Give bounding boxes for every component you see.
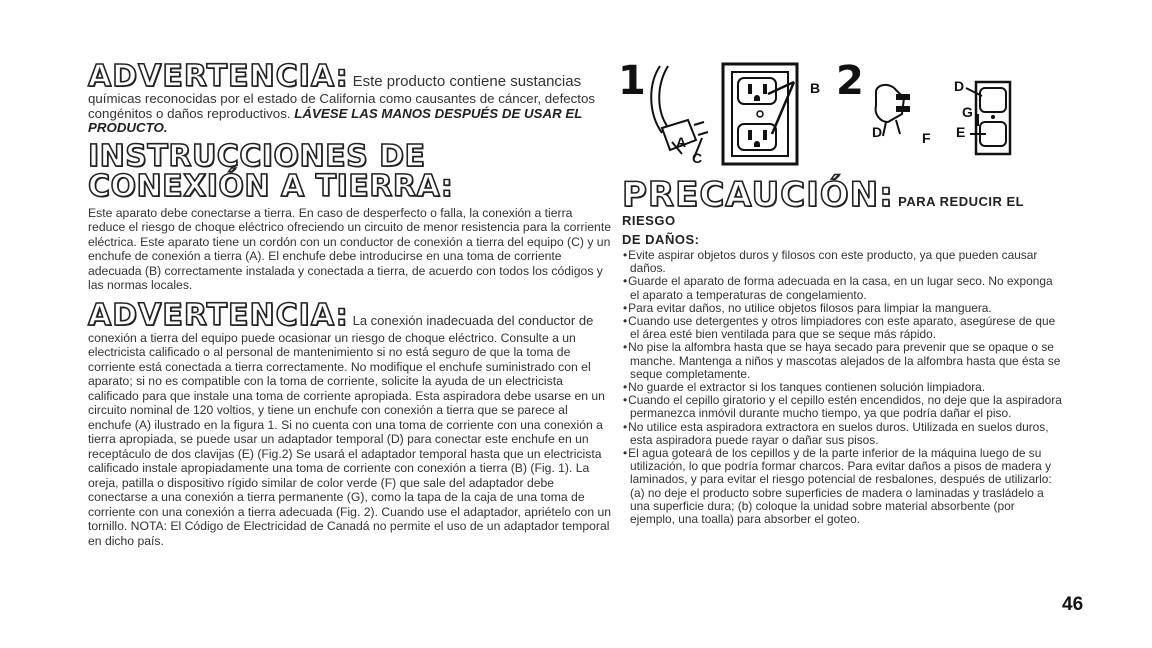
wash-hands-notice: LÁVESE LAS MANOS DESPUÉS DE USAR EL PRODUCTO.	[88, 105, 583, 136]
caution-list	[622, 249, 1062, 526]
caution-subtitle-1: PARA REDUCIR EL RIESGO	[622, 194, 1024, 228]
figure-2-label-g: G	[962, 104, 973, 120]
figure-2-label-e: E	[956, 124, 966, 140]
list-item: • Evite aspirar objetos duros y filosos con este producto, ya que pueden causar daños.	[622, 249, 1062, 275]
list-item: • Para evitar daños, no utilice objetos filosos para limpiar la manguera.	[622, 302, 1062, 315]
warning-heading: ADVERTENCIA:	[88, 59, 349, 94]
right-column	[618, 58, 1062, 527]
warning-body	[88, 92, 613, 136]
list-item: • No guarde el extractor si los tanques contienen solución limpiadora.	[622, 381, 1062, 394]
figure-2-label-d-top: D	[954, 78, 965, 94]
warning-heading-2: ADVERTENCIA:	[88, 297, 349, 333]
left-column	[88, 58, 613, 548]
warning-grounding-block	[88, 297, 613, 549]
list-item: • Guarde el aparato de forma adecuada en la casa, en un lugar seco. No exponga el aparato a temperaturas de congelamiento.	[622, 275, 1062, 301]
figure-1-outlet-illustration	[642, 58, 812, 174]
figure-1-number: 1	[618, 58, 646, 104]
grounding-body: Este aparato debe conectarse a tierra. En caso de desperfecto o falla, la conexión a tierra reduce el riesgo de choque eléctrico ofreciendo un circuito de menor resistencia para la corriente eléctrica. Este aparato tiene un cordón con un conductor de conexión a tierra del equipo (C) y un enchufe de conexión a tierra (A). El enchufe debe introducirse en una toma de corriente adecuada (B) correctamente instalada y conectada a tierra, de acuerdo con todos los códigos y las normas locales.	[88, 205, 611, 293]
list-item: • No utilice esta aspiradora extractora en suelos duros. Utilizada en suelos duros, esta aspiradora puede rayar o dañar sus pisos.	[622, 421, 1062, 447]
caution-subtitle-2: DE DAÑOS:	[622, 232, 700, 247]
figure-2-number: 2	[836, 58, 864, 104]
grounding-heading: INSTRUCCIONES DE CONEXIÓN A TIERRA:	[88, 138, 454, 204]
figure-1-label-c: C	[692, 150, 703, 166]
figure-2-adapter-illustration	[866, 78, 1016, 158]
list-item: • Cuando el cepillo giratorio y el cepillo estén encendidos, no deje que la aspiradora permanezca inmóvil durante mucho tiempo, ya que podría dañar el piso.	[622, 394, 1062, 420]
list-item: • No pise la alfombra hasta que se haya secado para prevenir que se opaque o se manche. Mantenga a niños y mascotas alejados de la alfombra hasta que ésta se seque completamente.	[622, 341, 1062, 381]
figure-2-label-f: F	[922, 130, 931, 146]
list-item: • El agua goteará de los cepillos y de la parte inferior de la máquina luego de su utilización, lo que podría formar charcos. Para evitar daños a pisos de madera y laminados, y para evitar el riesgo potencial de resbalones, después de utilizarlo: (a) no deje el producto sobre superficies de madera o laminadas y trasládelo a una superficie dura; (b) coloque la unidad sobre material absorbente (por ejemplo, una toalla) para absorber el goteo.	[622, 447, 1062, 526]
caution-block	[622, 175, 1062, 527]
grounding-instructions-block	[88, 138, 613, 293]
figures-row	[618, 58, 1062, 174]
figure-2-label-d-bottom: D	[872, 124, 883, 140]
warning-body-text: químicas reconocidas por el estado de California como causantes de cáncer, defectos congénitos o daños reproductivos.	[88, 91, 596, 121]
figure-1-label-a: A	[676, 134, 687, 150]
list-item: • Cuando use detergentes y otros limpiadores con este aparato, asegúrese de que el área esté bien ventilada para que se seque más rápido.	[622, 315, 1062, 341]
figure-1-label-b: B	[810, 80, 821, 96]
warning-california-block	[88, 59, 613, 136]
caution-heading: PRECAUCIÓN:	[622, 175, 894, 215]
page-number: 46	[1062, 594, 1084, 615]
warning-lead-text-2: La conexión inadecuada del conductor de	[352, 312, 594, 328]
warning-lead-text: Este producto contiene sustancias	[352, 73, 582, 90]
warning-grounding-body: conexión a tierra del equipo puede ocasionar un riesgo de choque eléctrico. Consulte a un electricista calificado o al personal de mantenimiento si no está seguro de que la toma de corriente está conectada a tierra correctamente. No modifique el enchufe suministrado con el aparato; si no es compatible con la toma de corriente, solicite la ayuda de un electricista calificado para que instale una toma de corriente apropiada. Esta aspiradora debe usarse en un circuito nominal de 120 voltios, y tiene un enchufe con conexión a tierra que se parece al enchufe (A) ilustrado en la figura 1. Si no cuenta con una toma de corriente con una conexión a tierra apropiada, se puede usar un adaptador temporal (D) para conectar este enchufe en un receptáculo de dos clavijas (E) (Fig.2) Se usará el adaptador temporal hasta que un electricista calificado instale apropiadamente una toma de corriente con conexión a tierra (B) (Fig. 1). La oreja, patilla o dispositivo rígido similar de color verde (F) que sale del adaptador debe conectarse a una conexión a tierra permanente (G), como la tapa de la caja de una toma de corriente con una conexión a tierra adecuada (Fig. 2). Cuando use el adaptador, apriételo con un tornillo. NOTA: El Código de Electricidad de Canadá no permite el uso de un adaptador temporal en dicho país.	[88, 330, 612, 548]
